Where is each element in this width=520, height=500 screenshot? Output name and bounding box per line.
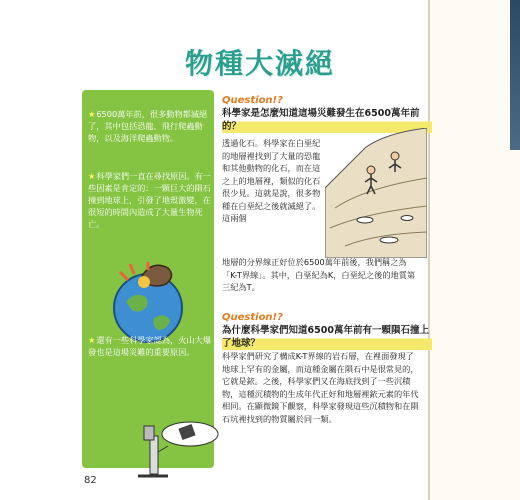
page-number: 82 xyxy=(84,475,97,486)
earth-impact-illustration xyxy=(104,258,192,346)
question-text: 科學家是怎麼知道這場災難發生在6500萬年前的？ xyxy=(222,107,432,133)
fossil-dig-illustration xyxy=(325,128,427,258)
page-title: 物種大滅絕 xyxy=(184,47,335,80)
next-page-corner xyxy=(510,0,520,150)
fact-3 xyxy=(88,334,212,358)
next-page-edge xyxy=(428,0,520,500)
fact-2 xyxy=(88,170,212,230)
star-icon: ★ xyxy=(88,335,96,345)
fact-text: 科學家們一直在尋找原因。有一些因素是肯定的：一顆巨大的隕石撞到地球上，引發了地殼激變，在很短的時間內造成了大量生物死亡。 xyxy=(88,171,211,229)
microscope-illustration xyxy=(128,416,224,484)
answer-1-continued: 地層的分界線正好位於6500萬年前後，我們稱之為「K-T界線」。其中，白堊紀為K，白堊紀之後的地質第三紀為T。 xyxy=(222,257,416,292)
fact-text: 還有一些科學家認為，火山大爆發也是這場災難的重要原因。 xyxy=(88,335,211,357)
answer-1-text: 透過化石。科學家在白堊紀的地層裡找到了大量的恐龍和其他動物的化石，而在這之上的地層裡，類似的化石很少見。這就是說，很多物種在白堊紀之後就滅絕了。這兩個 xyxy=(222,138,321,223)
star-icon: ★ xyxy=(88,171,96,181)
question-text: 為什麼科學家們知道6500萬年前有一顆隕石撞上了地球？ xyxy=(222,324,432,350)
question-label: Question!? xyxy=(222,312,283,323)
answer-2-text: 科學家們研究了構成K-T界線的岩石層，在裡面發現了地球上罕有的金屬，而這種金屬在隕石中是很常見的，它就是銥。之後，科學家們又在海底找到了一些沉積物，這種沉積物的生成年代正好和地層裡銥元素的年代相同。在顯微鏡下觀察，科學家發現這些沉積物和在隕石坑裡找到的物質屬於同一類。 xyxy=(222,351,419,424)
question-label: Question!? xyxy=(222,95,283,106)
fact-text: 6500萬年前，很多動物都滅絕了，其中包括恐龍、飛行爬蟲動物，以及海洋爬蟲動物。 xyxy=(88,109,208,143)
star-icon: ★ xyxy=(88,109,96,119)
fact-1 xyxy=(88,108,212,144)
question-2 xyxy=(222,312,432,350)
